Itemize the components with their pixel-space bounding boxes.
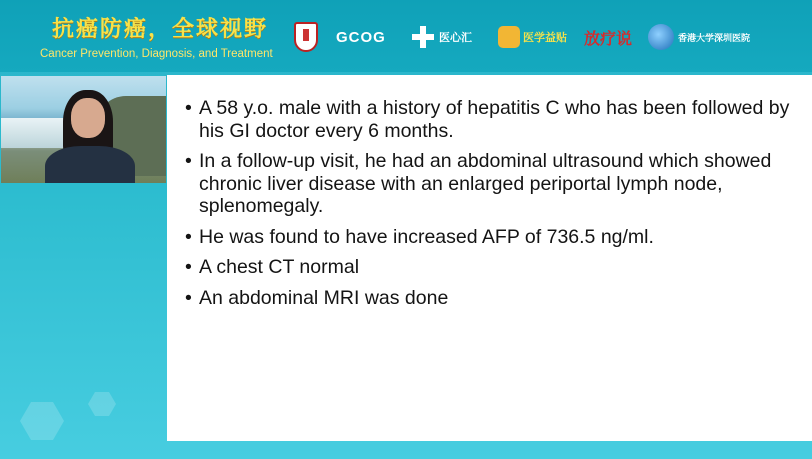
- bullet-item: • A 58 y.o. male with a history of hepatitis C who has been followed by his GI doctor every 6 months.: [185, 97, 795, 142]
- header-banner: [0, 0, 812, 72]
- hku-sz-hospital-logo: 香港大学深圳医院: [648, 20, 750, 54]
- gcog-logo: GCOG: [336, 28, 386, 46]
- bullet-item: • A chest CT normal: [185, 256, 795, 279]
- decorative-hexagon: [88, 392, 116, 416]
- badge-icon: [498, 26, 520, 48]
- yellow-badge-logo: 医学益贴: [498, 20, 567, 54]
- bullet-item: • In a follow-up visit, he had an abdominal ultrasound which showed chronic liver disease with an enlarged periportal lymph node, splenomegaly.: [185, 150, 795, 218]
- medical-cross-icon: [412, 26, 434, 48]
- bullet-item: • He was found to have increased AFP of 736.5 ng/ml.: [185, 226, 795, 249]
- decorative-hexagon: [20, 402, 64, 440]
- header-title-cn: 抗癌防癌，全球视野: [52, 17, 269, 42]
- medical-cross-logo: 医心汇: [412, 20, 472, 54]
- bullet-item: • An abdominal MRI was done: [185, 287, 795, 310]
- hku-crest-icon: [294, 20, 318, 54]
- fangliaoshuo-logo: 放疗说: [584, 30, 633, 48]
- header-title-en: Cancer Prevention, Diagnosis, and Treatment: [40, 48, 273, 60]
- bullet-list: [185, 97, 795, 317]
- lotus-icon: [648, 24, 674, 50]
- speaker-video: [1, 76, 166, 183]
- presentation-slide: [167, 75, 812, 441]
